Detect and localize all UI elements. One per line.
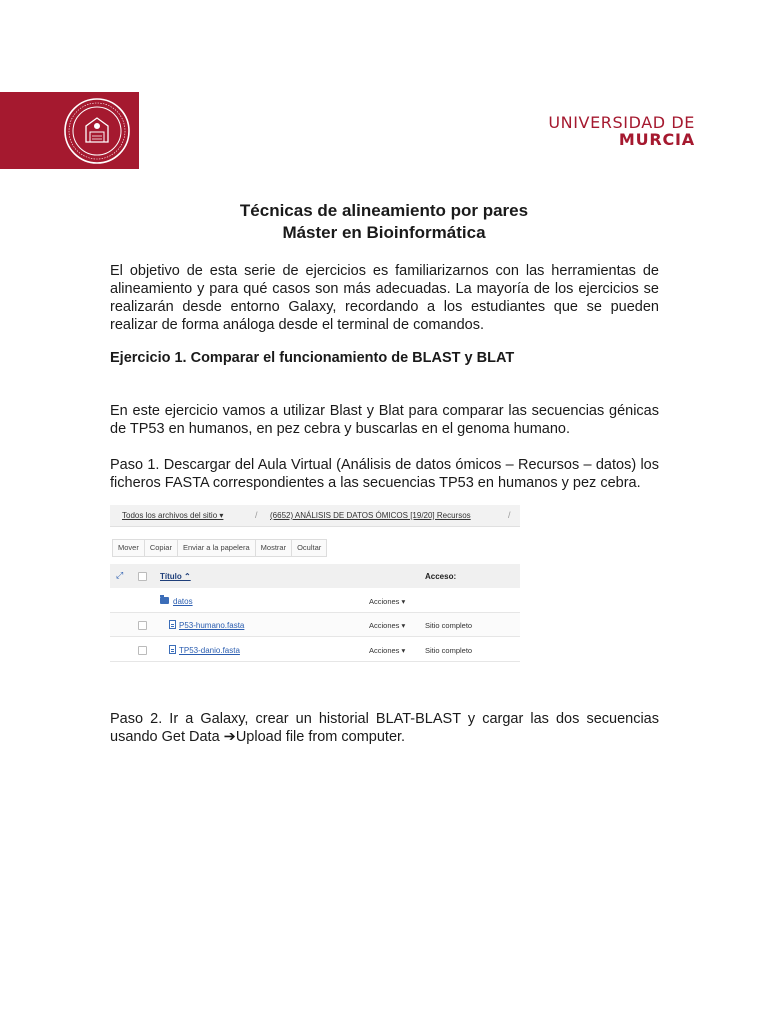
- move-button[interactable]: Mover: [112, 539, 144, 557]
- actions-dropdown[interactable]: Acciones ▾: [369, 646, 406, 655]
- folder-icon: [160, 597, 169, 604]
- file-icon: [169, 645, 176, 654]
- row-checkbox[interactable]: [138, 646, 147, 655]
- column-access-header: Acceso:: [425, 572, 457, 581]
- breadcrumb-course-link[interactable]: (6652) ANÁLISIS DE DATOS ÓMICOS [19/20] Recursos: [270, 511, 471, 520]
- file-browser-screenshot: [110, 505, 520, 685]
- file-icon: [169, 620, 176, 629]
- trash-button[interactable]: Enviar a la papelera: [177, 539, 255, 557]
- actions-dropdown[interactable]: Acciones ▾: [369, 597, 406, 606]
- intro-paragraph: El objetivo de esta serie de ejercicios es familiarizarnos con las herramientas de alineamiento y para qué casos son más adecuadas. La mayoría de los ejercicios se realizarán desde entorno Galaxy, recordando a los estudiantes que se pueden realizar de forma análoga desde el terminal de comandos.: [110, 263, 659, 333]
- file-link[interactable]: TP53-danio.fasta: [179, 646, 240, 655]
- access-value: Sitio completo: [425, 621, 473, 630]
- breadcrumb: [110, 505, 520, 527]
- table-row[interactable]: [110, 613, 520, 637]
- hide-button[interactable]: Ocultar: [291, 539, 327, 557]
- copy-button[interactable]: Copiar: [144, 539, 177, 557]
- university-name: [548, 114, 695, 148]
- step1-paragraph: Paso 1. Descargar del Aula Virtual (Análisis de datos ómicos – Recursos – datos) los ficheros FASTA correspondientes a las secuencias TP53 en humanos y pez cebra.: [110, 457, 659, 491]
- column-title-header[interactable]: Título ⌃: [160, 572, 191, 581]
- show-button[interactable]: Mostrar: [255, 539, 291, 557]
- exercise-description: En este ejercicio vamos a utilizar Blast y Blat para comparar las secuencias génicas de TP53 en humanos, en pez cebra y buscarlas en el genoma humano.: [110, 403, 659, 437]
- university-name-line2: MURCIA: [618, 130, 695, 149]
- breadcrumb-root-link[interactable]: Todos los archivos del sitio ▾: [122, 511, 224, 520]
- table-row[interactable]: [110, 589, 520, 613]
- table-row[interactable]: [110, 638, 520, 662]
- access-value: Sitio completo: [425, 646, 473, 655]
- document-subtitle: Máster en Bioinformática: [282, 223, 486, 242]
- university-seal-icon: [62, 96, 132, 166]
- breadcrumb-separator: /: [255, 510, 258, 520]
- step2-text-end: Upload file from computer.: [235, 729, 406, 745]
- table-header: [110, 564, 520, 588]
- actions-dropdown[interactable]: Acciones ▾: [369, 621, 406, 630]
- file-link[interactable]: P53-humano.fasta: [179, 621, 245, 630]
- exercise-heading: Ejercicio 1. Comparar el funcionamiento de BLAST y BLAT: [110, 350, 515, 366]
- expand-icon[interactable]: ⤢: [116, 570, 124, 580]
- step2-paragraph: [110, 710, 659, 746]
- university-name-line1: UNIVERSIDAD DE: [548, 113, 695, 132]
- arrow-icon: ➔: [223, 729, 236, 745]
- file-toolbar: [112, 539, 327, 557]
- row-checkbox[interactable]: [138, 621, 147, 630]
- folder-link[interactable]: datos: [173, 597, 193, 606]
- breadcrumb-separator: /: [508, 510, 511, 520]
- select-all-checkbox[interactable]: [138, 572, 147, 581]
- step2-text: Paso 2. Ir a Galaxy, crear un historial BLAT-BLAST y cargar las dos secuencias usando Get Data: [110, 711, 659, 745]
- document-title: Técnicas de alineamiento por pares: [239, 201, 529, 220]
